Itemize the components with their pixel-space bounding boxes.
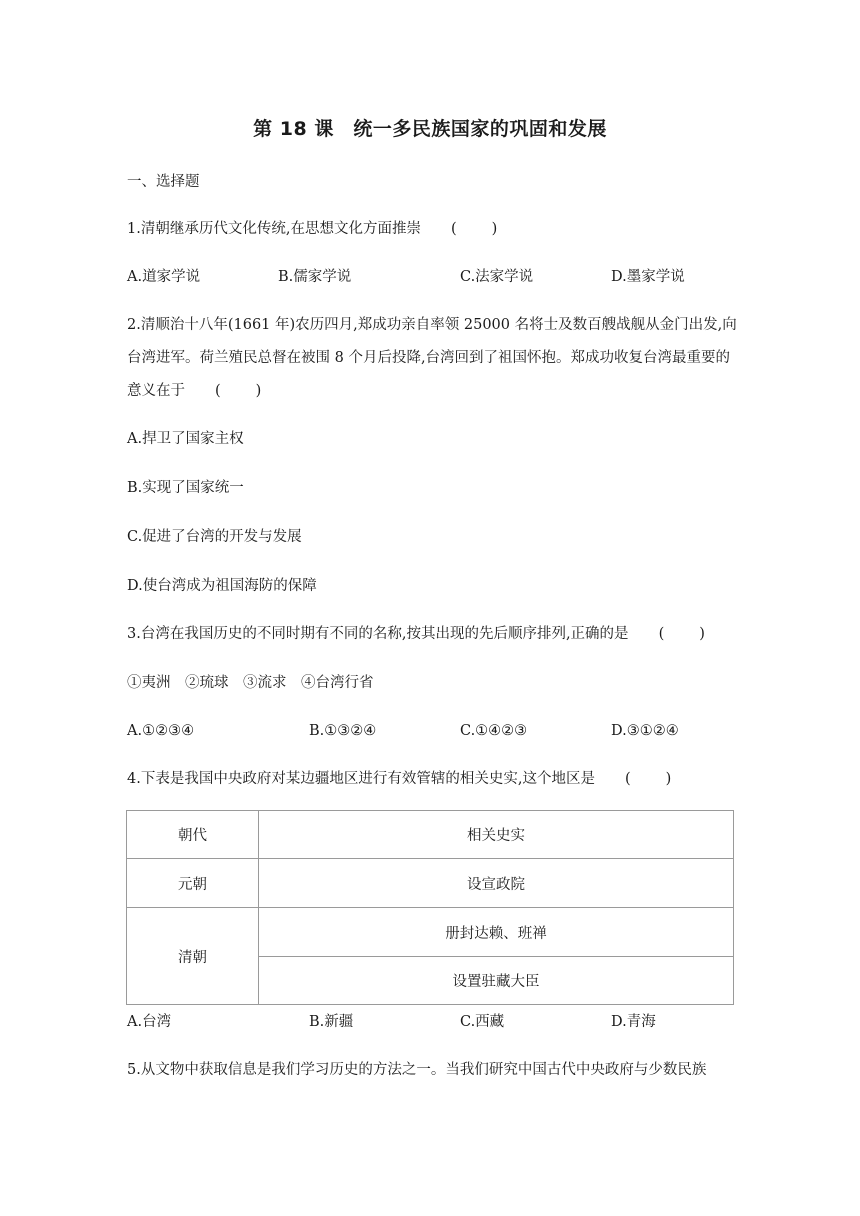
- question-1-text: 1.清朝继承历代文化传统,在思想文化方面推崇: [127, 221, 421, 237]
- option-b: B.①③②④: [309, 723, 377, 739]
- option-d: D.使台湾成为祖国海防的保障: [127, 578, 317, 594]
- fact-cell: 设宣政院: [259, 859, 734, 908]
- option-c: C.西藏: [460, 1014, 505, 1030]
- dynasty-cell: 清朝: [127, 908, 259, 1005]
- question-4-text: 4.下表是我国中央政府对某边疆地区进行有效管辖的相关史实,这个地区是: [127, 771, 595, 787]
- option-b: B.儒家学说: [278, 269, 352, 285]
- question-4-stem: [127, 769, 673, 789]
- option-a: A.道家学说: [127, 269, 201, 285]
- option-b: B.实现了国家统一: [127, 480, 244, 496]
- page-title: 第 18 课 统一多民族国家的巩固和发展: [253, 118, 607, 140]
- answer-bracket: ( ): [624, 771, 674, 787]
- question-3-stem: [127, 624, 707, 644]
- header-dynasty: 朝代: [127, 811, 259, 859]
- question-3-items: ①夷洲 ②琉球 ③流求 ④台湾行省: [127, 675, 374, 691]
- option-d: D.墨家学说: [611, 269, 685, 285]
- question-3-text: 3.台湾在我国历史的不同时期有不同的名称,按其出现的先后顺序排列,正确的是: [127, 626, 629, 642]
- table-header-row: [127, 811, 734, 859]
- header-facts: 相关史实: [259, 811, 734, 859]
- option-d: D.③①②④: [611, 723, 679, 739]
- question-2-stem: [127, 309, 739, 408]
- option-a: A.①②③④: [127, 723, 195, 739]
- answer-bracket: ( ): [658, 626, 707, 642]
- history-facts-table: [126, 810, 734, 1005]
- dynasty-cell: 元朝: [127, 859, 259, 908]
- option-c: C.促进了台湾的开发与发展: [127, 529, 302, 545]
- option-b: B.新疆: [309, 1014, 354, 1030]
- answer-bracket: ( ): [450, 221, 500, 237]
- table-row: [127, 908, 734, 957]
- table-row: [127, 859, 734, 908]
- question-5-stem: 5.从文物中获取信息是我们学习历史的方法之一。当我们研究中国古代中央政府与少数民族: [127, 1062, 707, 1078]
- option-c: C.①④②③: [460, 723, 528, 739]
- question-1-stem: [127, 219, 499, 239]
- question-2-text: 2.清顺治十八年(1661 年)农历四月,郑成功亲自率领 25000 名将士及数百艘战舰从金门出发,向台湾进军。荷兰殖民总督在被围 8 个月后投降,台湾回到了祖国怀抱。郑成功收复台湾最重要的意义在于: [127, 317, 737, 399]
- option-a: A.台湾: [127, 1014, 172, 1030]
- option-d: D.青海: [611, 1014, 656, 1030]
- fact-cell: 设置驻藏大臣: [259, 957, 734, 1005]
- fact-cell: 册封达赖、班禅: [259, 908, 734, 957]
- answer-bracket: ( ): [215, 383, 264, 399]
- section-heading: 一、选择题: [127, 174, 200, 190]
- option-a: A.捍卫了国家主权: [127, 431, 244, 447]
- option-c: C.法家学说: [460, 269, 534, 285]
